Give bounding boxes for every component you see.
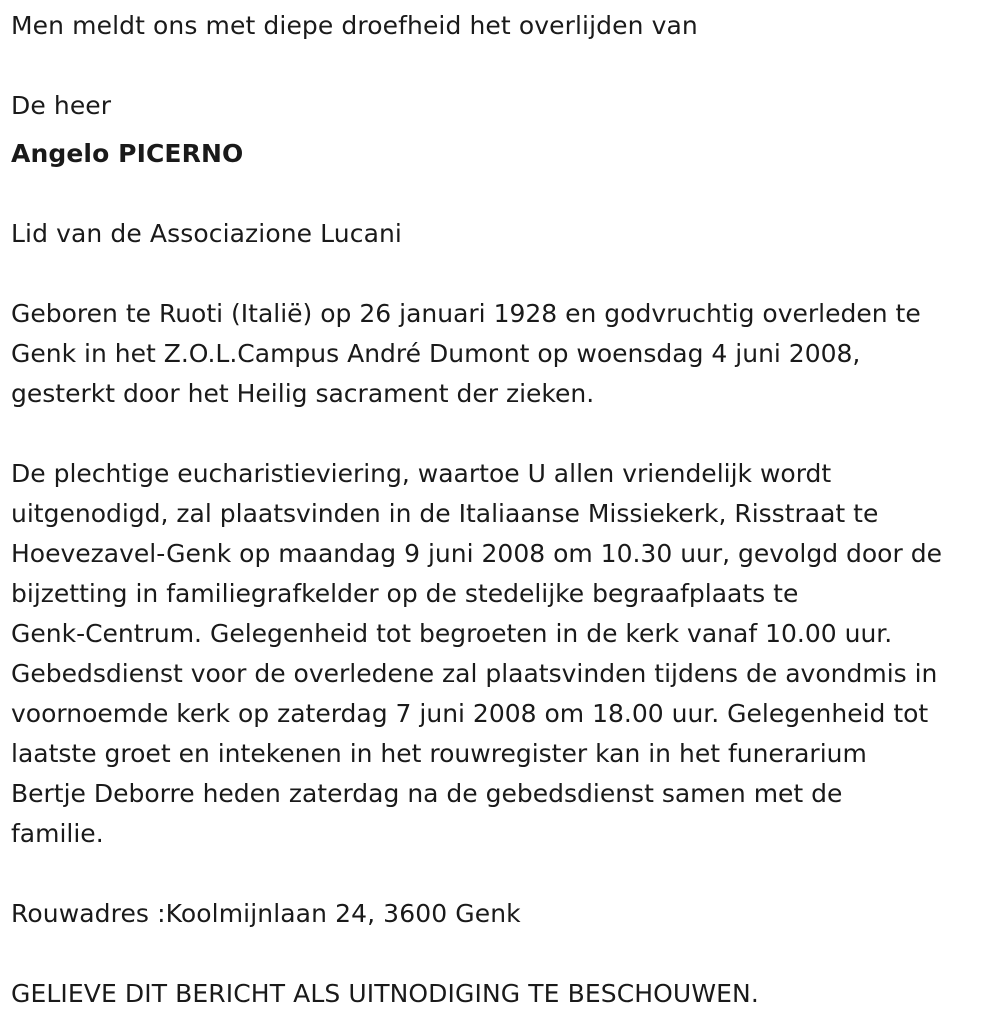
intro-text: Men meldt ons met diepe droefheid het overlijden van — [11, 11, 698, 40]
ceremony-paragraph — [11, 454, 942, 854]
birth-line: Geboren te Ruoti (Italië) op 26 januari 1928 en godvruchtig overleden te — [11, 299, 921, 328]
salutation: De heer — [11, 91, 112, 120]
ceremony-line: laatste groet en intekenen in het rouwregister kan in het funerarium — [11, 739, 867, 768]
membership-text: Lid van de Associazione Lucani — [11, 219, 402, 248]
ceremony-line: Gebedsdienst voor de overledene zal plaatsvinden tijdens de avondmis in — [11, 659, 938, 688]
ceremony-line: familie. — [11, 819, 104, 848]
closing-text: GELIEVE DIT BERICHT ALS UITNODIGING TE BESCHOUWEN. — [11, 979, 759, 1008]
ceremony-line: uitgenodigd, zal plaatsvinden in de Italiaanse Missiekerk, Risstraat te — [11, 499, 879, 528]
ceremony-line: Bertje Deborre heden zaterdag na de gebedsdienst samen met de — [11, 779, 843, 808]
ceremony-line: Genk-Centrum. Gelegenheid tot begroeten in de kerk vanaf 10.00 uur. — [11, 619, 893, 648]
deceased-name: Angelo PICERNO — [11, 139, 244, 168]
birth-line: Genk in het Z.O.L.Campus André Dumont op woensdag 4 juni 2008, — [11, 339, 861, 368]
ceremony-line: voornoemde kerk op zaterdag 7 juni 2008 om 18.00 uur. Gelegenheid tot — [11, 699, 929, 728]
ceremony-line: bijzetting in familiegrafkelder op de stedelijke begraafplaats te — [11, 579, 799, 608]
birth-line: gesterkt door het Heilig sacrament der zieken. — [11, 379, 595, 408]
birth-paragraph — [11, 294, 921, 414]
ceremony-line: De plechtige eucharistieviering, waartoe U allen vriendelijk wordt — [11, 459, 832, 488]
mourning-address: Rouwadres :Koolmijnlaan 24, 3600 Genk — [11, 899, 521, 928]
ceremony-line: Hoevezavel-Genk op maandag 9 juni 2008 om 10.30 uur, gevolgd door de — [11, 539, 942, 568]
